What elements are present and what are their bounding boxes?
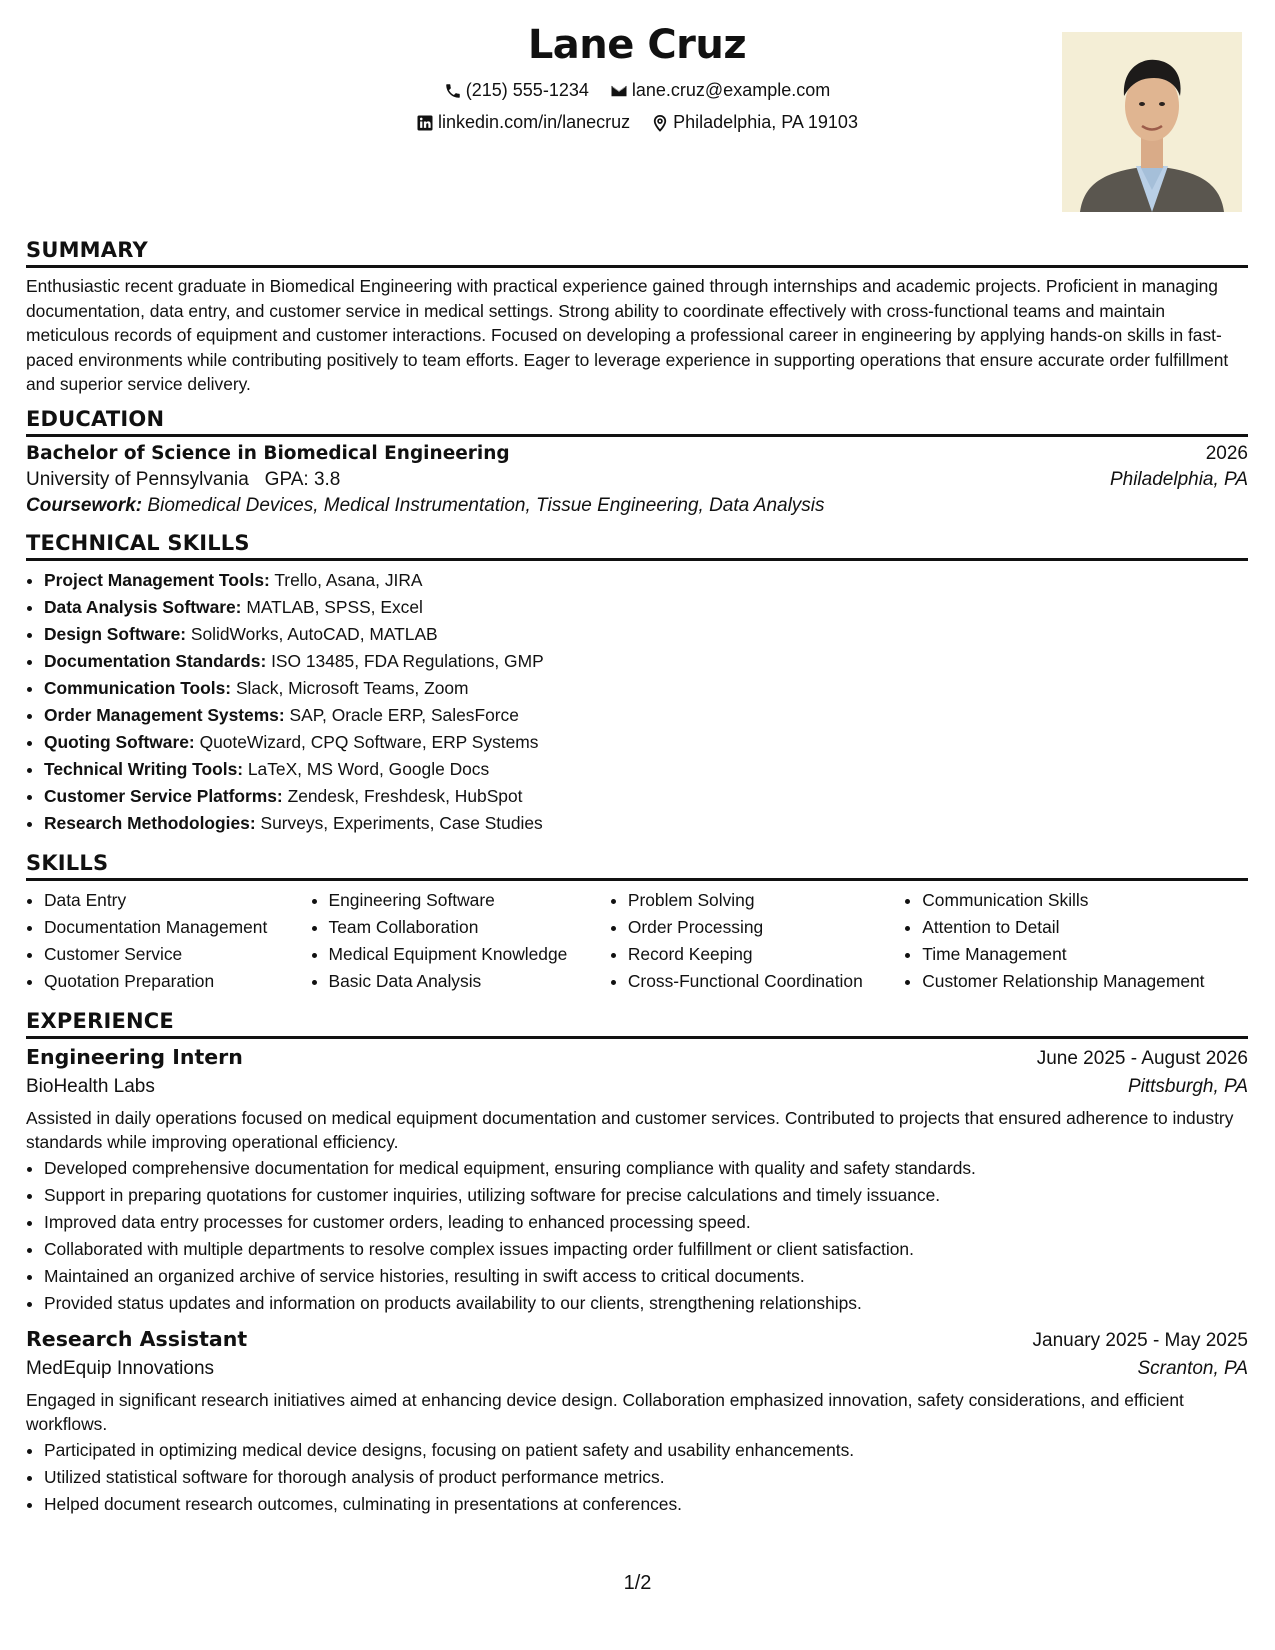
list-item bbox=[44, 594, 1248, 621]
linkedin-contact[interactable] bbox=[416, 112, 630, 133]
skill-values: Zendesk, Freshdesk, HubSpot bbox=[287, 785, 523, 806]
location-text: Philadelphia, PA 19103 bbox=[673, 112, 858, 132]
list-item: • Engineering Software bbox=[329, 887, 610, 914]
job-title: Engineering Intern bbox=[26, 1044, 243, 1069]
skill-category: Quoting Software: bbox=[44, 731, 195, 752]
list-item: • Helped document research outcomes, culminating in presentations at conferences. bbox=[44, 1491, 1248, 1518]
list-item: • Time Management bbox=[922, 941, 1248, 968]
skill-values: LaTeX, MS Word, Google Docs bbox=[247, 758, 490, 779]
list-item bbox=[44, 675, 1248, 702]
list-item bbox=[44, 810, 1248, 837]
coursework-label: Coursework: bbox=[26, 494, 143, 516]
phone-number: (215) 555-1234 bbox=[465, 80, 589, 100]
linkedin-icon bbox=[416, 114, 434, 132]
list-item: • Record Keeping bbox=[628, 941, 904, 968]
list-item: • Participated in optimizing medical device designs, focusing on patient safety and usability enhancements. bbox=[44, 1437, 1248, 1464]
coursework-line bbox=[26, 495, 1248, 517]
section-title-technical-skills: TECHNICAL SKILLS bbox=[26, 531, 1248, 561]
skill-category: Research Methodologies: bbox=[44, 812, 256, 833]
skills-column-2 bbox=[311, 887, 610, 995]
email-contact[interactable] bbox=[610, 80, 830, 101]
list-item: • Medical Equipment Knowledge bbox=[329, 941, 610, 968]
skill-category: Documentation Standards: bbox=[44, 650, 267, 671]
list-item: • Cross-Functional Coordination bbox=[628, 968, 904, 995]
skill-values: SolidWorks, AutoCAD, MATLAB bbox=[190, 623, 438, 644]
list-item bbox=[44, 729, 1248, 756]
skills-column-4 bbox=[904, 887, 1248, 995]
list-item bbox=[44, 756, 1248, 783]
summary-section bbox=[26, 238, 1248, 397]
education-section bbox=[26, 407, 1248, 517]
list-item: • Basic Data Analysis bbox=[329, 968, 610, 995]
education-row-1 bbox=[26, 443, 1248, 465]
page-number: 1/2 bbox=[623, 1572, 652, 1594]
list-item: • Customer Service bbox=[44, 941, 311, 968]
list-item: • Improved data entry processes for customer orders, leading to enhanced processing speed. bbox=[44, 1209, 1248, 1236]
list-item bbox=[44, 702, 1248, 729]
skills-grid bbox=[26, 887, 1248, 995]
list-item: • Order Processing bbox=[628, 914, 904, 941]
skill-values: MATLAB, SPSS, Excel bbox=[246, 596, 423, 617]
education-row-2 bbox=[26, 469, 1248, 491]
school-line bbox=[26, 469, 340, 491]
job-dates: January 2025 - May 2025 bbox=[1032, 1329, 1248, 1351]
skills-column-1 bbox=[26, 887, 311, 995]
company-name: MedEquip Innovations bbox=[26, 1357, 215, 1379]
list-item: • Utilized statistical software for thorough analysis of product performance metrics. bbox=[44, 1464, 1248, 1491]
technical-skills-section bbox=[26, 531, 1248, 837]
skill-category: Technical Writing Tools: bbox=[44, 758, 244, 779]
skill-values: Trello, Asana, JIRA bbox=[274, 569, 423, 590]
skills-section bbox=[26, 851, 1248, 995]
technical-skills-list bbox=[26, 567, 1248, 837]
job-bullets bbox=[26, 1437, 1248, 1518]
list-item: • Communication Skills bbox=[922, 887, 1248, 914]
skill-values: QuoteWizard, CPQ Software, ERP Systems bbox=[199, 731, 539, 752]
list-item: • Provided status updates and information on products availability to our clients, strengthening relationships. bbox=[44, 1290, 1248, 1317]
section-title-summary: SUMMARY bbox=[26, 238, 1248, 268]
linkedin-url: linkedin.com/in/lanecruz bbox=[438, 112, 631, 132]
job-entry bbox=[26, 1045, 1248, 1317]
email-address: lane.cruz@example.com bbox=[631, 80, 831, 100]
job-location: Scranton, PA bbox=[1137, 1357, 1248, 1379]
job-bullets bbox=[26, 1155, 1248, 1317]
gpa: GPA: 3.8 bbox=[264, 468, 341, 490]
school-name: University of Pennsylvania bbox=[26, 468, 249, 490]
job-description: Assisted in daily operations focused on medical equipment documentation and customer services. Contributed to projects that ensured adherence to industry standards while improving operational efficiency. bbox=[26, 1107, 1234, 1152]
skill-category: Design Software: bbox=[44, 623, 187, 644]
skill-values: ISO 13485, FDA Regulations, GMP bbox=[271, 650, 544, 671]
skill-values: Surveys, Experiments, Case Studies bbox=[260, 812, 543, 833]
job-dates: June 2025 - August 2026 bbox=[1036, 1047, 1248, 1069]
job-header bbox=[26, 1045, 1248, 1070]
location-contact bbox=[651, 112, 858, 133]
list-item: • Data Entry bbox=[44, 887, 311, 914]
list-item: • Developed comprehensive documentation for medical equipment, ensuring compliance with quality and safety standards. bbox=[44, 1155, 1248, 1182]
list-item bbox=[44, 567, 1248, 594]
phone-contact[interactable] bbox=[444, 80, 589, 101]
list-item: • Attention to Detail bbox=[922, 914, 1248, 941]
resume-page bbox=[26, 20, 1248, 1518]
list-item: • Documentation Management bbox=[44, 914, 311, 941]
skill-category: Order Management Systems: bbox=[44, 704, 285, 725]
company-name: BioHealth Labs bbox=[26, 1075, 155, 1097]
section-title-skills: SKILLS bbox=[26, 851, 1248, 881]
skills-column-3 bbox=[610, 887, 904, 995]
summary-text: Enthusiastic recent graduate in Biomedical Engineering with practical experience gained through internships and academic projects. Proficient in managing documentation, data entry, and customer service in medical settings. Strong ability to coordinate effectively with cross-functional teams and maintain meticulous records of equipment and customer interactions. Focused on developing a professional career in engineering by applying hands-on skills in fast-paced environments while contributing positively to team efforts. Eager to leverage experience in supporting operations that ensure accurate order fulfillment and superior service delivery. bbox=[26, 276, 1229, 394]
list-item: • Collaborated with multiple departments to resolve complex issues impacting order fulfillment or client satisfaction. bbox=[44, 1236, 1248, 1263]
list-item bbox=[44, 783, 1248, 810]
list-item: • Problem Solving bbox=[628, 887, 904, 914]
resume-header bbox=[26, 20, 1248, 228]
list-item: • Support in preparing quotations for customer inquiries, utilizing software for precise calculations and timely issuance. bbox=[44, 1182, 1248, 1209]
list-item: • Customer Relationship Management bbox=[922, 968, 1248, 995]
section-title-education: EDUCATION bbox=[26, 407, 1248, 437]
experience-section bbox=[26, 1009, 1248, 1518]
map-pin-icon bbox=[651, 114, 669, 132]
envelope-icon bbox=[610, 82, 628, 100]
list-item: • Team Collaboration bbox=[329, 914, 610, 941]
skill-category: Communication Tools: bbox=[44, 677, 232, 698]
phone-icon bbox=[444, 82, 462, 100]
job-subheader bbox=[26, 1358, 1248, 1380]
job-header bbox=[26, 1327, 1248, 1352]
degree-title: Bachelor of Science in Biomedical Engineering bbox=[26, 442, 510, 464]
profile-photo bbox=[1062, 32, 1242, 212]
job-entry bbox=[26, 1327, 1248, 1518]
candidate-name: Lane Cruz bbox=[527, 22, 747, 68]
list-item: • Quotation Preparation bbox=[44, 968, 311, 995]
skill-category: Project Management Tools: bbox=[44, 569, 270, 590]
list-item: • Maintained an organized archive of service histories, resulting in swift access to critical documents. bbox=[44, 1263, 1248, 1290]
job-subheader bbox=[26, 1076, 1248, 1098]
job-description: Engaged in significant research initiatives aimed at enhancing device design. Collaboration emphasized innovation, safety considerations, and efficient workflows. bbox=[26, 1389, 1184, 1434]
skill-values: SAP, Oracle ERP, SalesForce bbox=[289, 704, 519, 725]
school-location: Philadelphia, PA bbox=[1109, 468, 1248, 490]
graduation-year: 2026 bbox=[1205, 442, 1248, 464]
coursework-list: Biomedical Devices, Medical Instrumentation, Tissue Engineering, Data Analysis bbox=[147, 494, 825, 516]
job-title: Research Assistant bbox=[26, 1326, 248, 1351]
section-title-experience: EXPERIENCE bbox=[26, 1009, 1248, 1039]
list-item bbox=[44, 621, 1248, 648]
job-location: Pittsburgh, PA bbox=[1127, 1075, 1248, 1097]
skill-category: Data Analysis Software: bbox=[44, 596, 242, 617]
skill-category: Customer Service Platforms: bbox=[44, 785, 283, 806]
list-item bbox=[44, 648, 1248, 675]
skill-values: Slack, Microsoft Teams, Zoom bbox=[235, 677, 469, 698]
